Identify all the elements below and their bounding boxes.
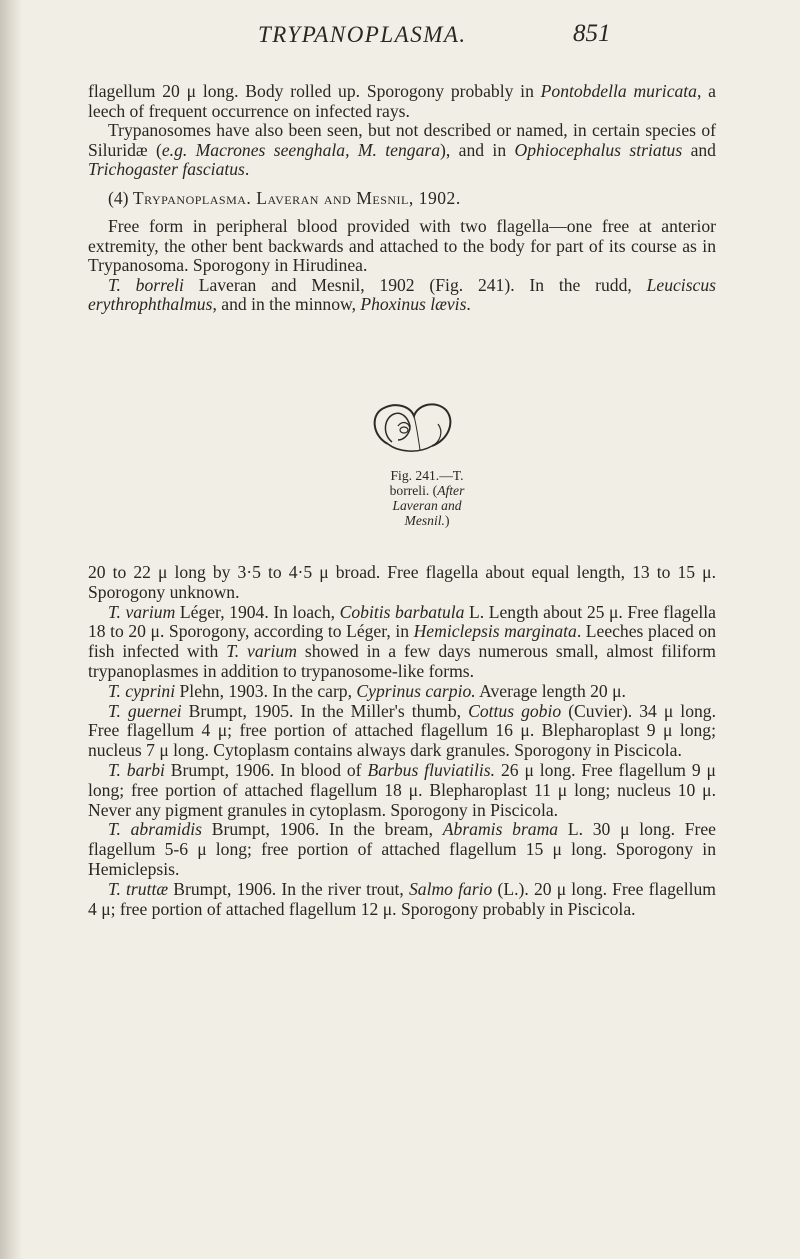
page-gutter-shadow [0,0,22,1259]
paragraph-abramidis: T. abramidis Brumpt, 1906. In the bream, Abramis brama L. 30 μ long. Free flagellum 5-6 μ long; free portion of attached flagellum 15 μ long. Sporogony in Hemiclepsis. [88,819,716,879]
paragraph-borreli-continued: 20 to 22 μ long by 3·5 to 4·5 μ broad. Free flagella about equal length, 13 to 15 μ. Sporogony unknown. [88,562,716,602]
paragraph-guernei: T. guernei Brumpt, 1905. In the Miller's thumb, Cottus gobio (Cuvier). 34 μ long. Free flagellum 4 μ; free portion of attached flagellum 16 μ. Blepharoplast 9 μ long; nucleus 7 μ long. Cytoplasm contains always dark granules. Sporogony in Piscicola. [88,700,716,761]
figure-241 [358,396,468,466]
text-block-upper [88,82,716,315]
paragraph-genus-description: Free form in peripheral blood provided with two flagella—one free at anterior extremity, the other bent backwards and attached to the body for part of its course as in Trypanosoma. Sporogony in Hirudinea. [88,216,716,275]
paragraph-siluridae: Trypanosomes have also been seen, but not described or named, in certain species of Siluridæ (e.g. Macrones seenghala, M. tengara), and in Ophiocephalus striatus and Trichogaster fasciatus. [88,120,716,179]
page-number: 851 [573,20,611,47]
running-head: TRYPANOPLASMA. [258,22,467,47]
paragraph-cyprini: T. cyprini Plehn, 1903. In the carp, Cyprinus carpio. Average length 20 μ. [108,680,626,701]
text-block-lower [88,563,716,919]
paragraph-barbi: T. barbi Brumpt, 1906. In blood of Barbus fluviatilis. 26 μ long. Free flagellum 9 μ long; free portion of attached flagellum 18 μ. Blepharoplast 11 μ long; nucleus 10 μ. Never any pigment granules in cytoplasm. Sporogony in Piscicola. [88,759,716,820]
paragraph-varium: T. varium Léger, 1904. In loach, Cobitis barbatula L. Length about 25 μ. Free flagella 18 to 20 μ. Sporogony, according to Léger, in Hemiclepsis marginata. Leeches placed on fish infected with T. varium showed in a few days numerous small, almost filiform trypanoplasmes in addition to trypanosome-like forms. [88,601,716,681]
trypanoplasma-borreli-illustration [358,396,468,466]
section-heading: (4) Trypanoplasma. Laveran and Mesnil, 1902. [108,187,461,208]
page-header [0,20,800,60]
paragraph-borreli: T. borreli Laveran and Mesnil, 1902 (Fig. 241). In the rudd, Leuciscus erythrophthalmus, and in the minnow, Phoxinus lævis. [88,274,716,314]
figure-caption: Fig. 241.—T. borreli. (After Laveran and Mesnil.) [389,468,465,528]
paragraph-pontobdella: flagellum 20 μ long. Body rolled up. Sporogony probably in Pontobdella muricata, a leech of frequent occurrence on infected rays. [88,81,716,121]
paragraph-truttae: T. truttæ Brumpt, 1906. In the river trout, Salmo fario (L.). 20 μ long. Free flagellum 4 μ; free portion of attached flagellum 12 μ. Sporogony probably in Piscicola. [88,878,716,919]
